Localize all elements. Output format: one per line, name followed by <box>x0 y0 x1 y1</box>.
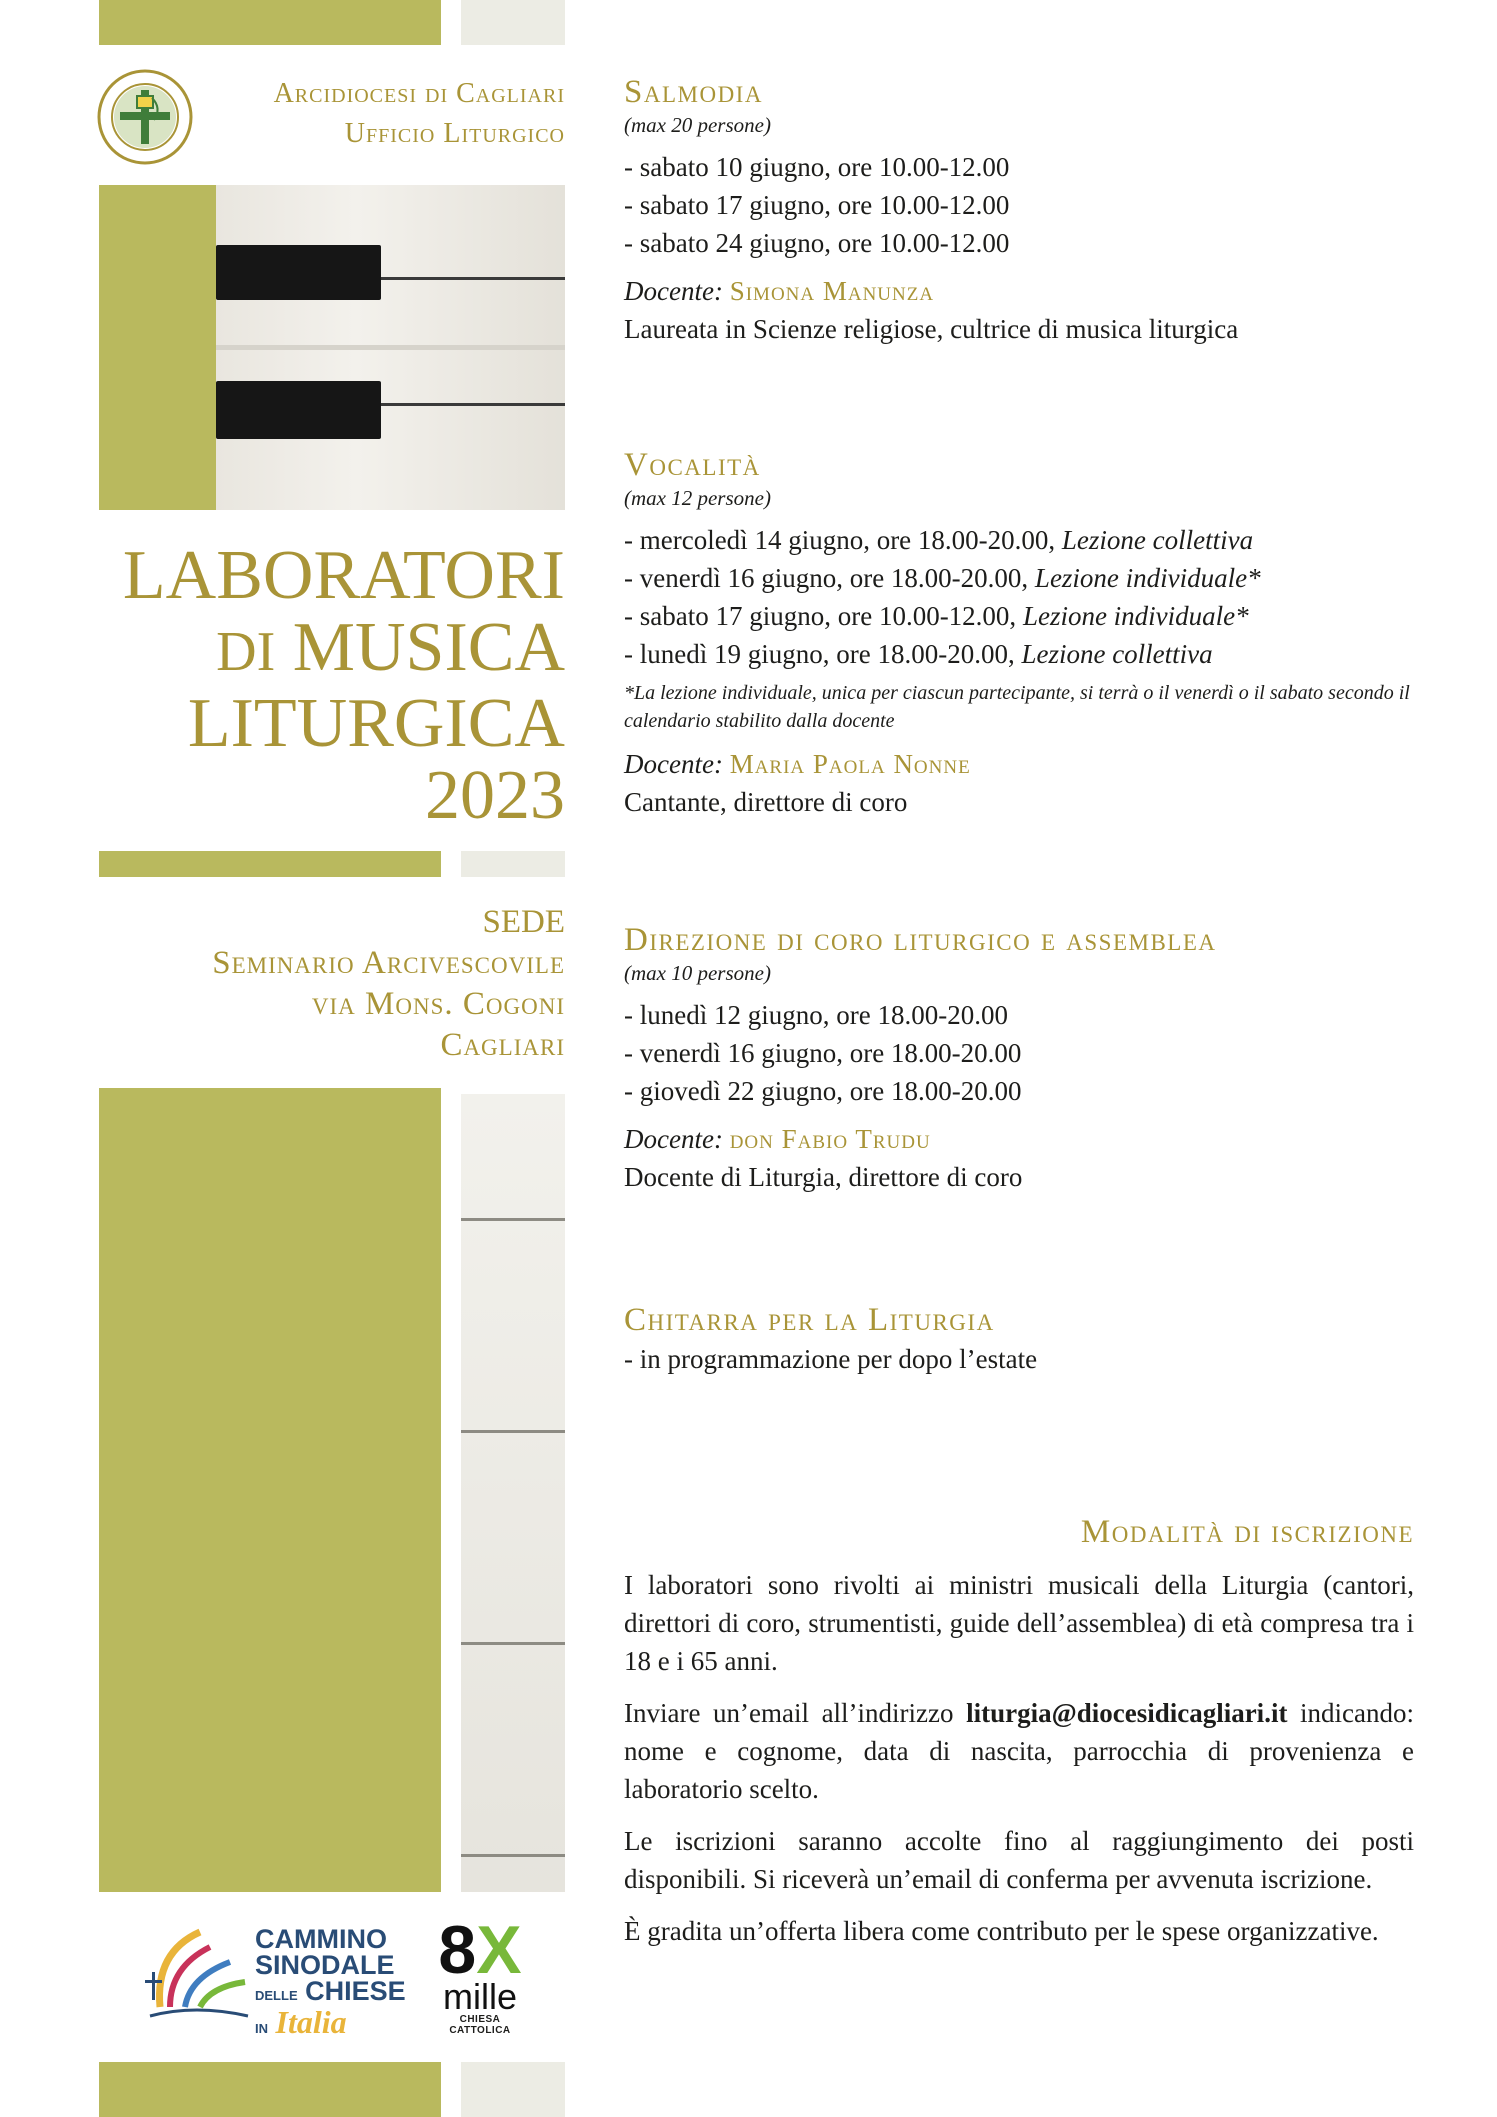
bottom-accent-bar <box>99 2062 441 2117</box>
iscrizione-paragraph-3: Le iscrizioni saranno accolte fino al raggiungimento dei posti disponibili. Si riceverà un’email di conferma per avvenuta iscrizione. <box>624 1826 1414 1894</box>
vocalita-date-4 <box>624 635 1414 673</box>
top-accent-bar <box>99 0 441 45</box>
cammino-word-2: SINODALE <box>255 1950 395 1980</box>
lesson-type: Lezione collettiva <box>1061 525 1254 555</box>
teacher-name: don Fabio Trudu <box>729 1124 931 1154</box>
cammino-word-1: CAMMINO <box>255 1924 387 1954</box>
iscrizione-paragraph-1: I laboratori sono rivolti ai ministri musicali della Liturgia (cantori, direttori di coro, strumentisti, guide dell’assemblea) di età compresa tra i 18 e i 65 anni. <box>624 1570 1414 1676</box>
top-accent-bar-light <box>461 0 565 45</box>
vocalita-max: (max 12 persone) <box>624 486 771 510</box>
cammino-sinodale-wordmark <box>255 1926 406 2042</box>
venue-line-2: via Mons. Cogoni <box>311 986 565 1022</box>
teacher-label: Docente: <box>624 1124 723 1154</box>
title-musica: MUSICA <box>292 609 565 686</box>
salmodia-date-2: - sabato 17 giugno, ore 10.00-12.00 <box>624 190 1010 220</box>
venue-line-3: Cagliari <box>440 1027 565 1063</box>
venue-block <box>70 902 565 1066</box>
direzione-teacher <box>624 1120 1414 1158</box>
salmodia-teacher-desc: Laureata in Scienze religiose, cultrice di musica liturgica <box>624 314 1239 344</box>
iscrizione-paragraph-4: È gradita un’offerta libera come contributo per le spese organizzative. <box>624 1916 1379 1946</box>
8xmille-number <box>430 1912 530 1988</box>
white-keys-image <box>461 1094 565 1892</box>
chitarra-title: Chitarra per la Liturgia <box>624 1302 995 1338</box>
cammino-chiese: CHIESE <box>305 1976 406 2006</box>
cammino-in: IN <box>255 2021 268 2036</box>
title-year: 2023 <box>425 757 565 834</box>
section-direzione <box>624 920 1414 1196</box>
direzione-title: Direzione di coro liturgico e assemblea <box>624 922 1217 958</box>
teacher-label: Docente: <box>624 749 723 779</box>
large-accent-panel <box>99 1088 441 1892</box>
vocalita-title: Vocalità <box>624 447 761 483</box>
8xmille-x-icon: X <box>476 1912 522 1988</box>
white-key-line-3 <box>461 1642 565 1645</box>
8xmille-word: mille <box>442 1976 517 2017</box>
key-edge-line-top <box>381 277 565 280</box>
p2-text-start: Inviare un’email all’indirizzo <box>624 1698 967 1728</box>
chitarra-note: - in programmazione per dopo l’estate <box>624 1344 1038 1374</box>
middle-accent-bar <box>99 851 441 877</box>
lesson-type: Lezione individuale* <box>1034 563 1261 593</box>
title-line-3: LITURGICA <box>187 685 565 762</box>
p2-text-end: indicando: nome e cognome, data di nascita, parrocchia di provenienza e laboratorio scelto. <box>624 1698 1414 1804</box>
vocalita-date-2 <box>624 559 1414 597</box>
organization-name <box>205 74 565 154</box>
white-key-line-1 <box>461 1218 565 1221</box>
piano-keys-image <box>99 185 565 510</box>
teacher-name: Simona Manunza <box>729 276 935 306</box>
org-line-2: Ufficio Liturgico <box>344 118 565 149</box>
salmodia-title: Salmodia <box>624 74 763 110</box>
teacher-name: Maria Paola Nonne <box>729 749 971 779</box>
title-line-1: LABORATORI <box>122 537 565 614</box>
date-text: - mercoledì 14 giugno, ore 18.00-20.00, <box>624 525 1062 555</box>
salmodia-date-3: - sabato 24 giugno, ore 10.00-12.00 <box>624 228 1010 258</box>
key-gap <box>216 345 565 350</box>
section-salmodia <box>624 72 1414 348</box>
vocalita-note: *La lezione individuale, unica per ciascun partecipante, si terrà o il venerdì o il sabato secondo il calendario stabilito dalla docente <box>624 682 1410 732</box>
iscrizione-paragraph-2 <box>624 1694 1414 1808</box>
cammino-sinodale-logo-icon <box>140 1912 255 2032</box>
ufficio-liturgico-seal-icon <box>96 68 194 166</box>
direzione-date-1: - lunedì 12 giugno, ore 18.00-20.00 <box>624 1000 1008 1030</box>
salmodia-max: (max 20 persone) <box>624 113 771 137</box>
middle-accent-bar-light <box>461 851 565 877</box>
vocalita-teacher-desc: Cantante, direttore di coro <box>624 787 908 817</box>
cammino-delle: DELLE <box>255 1988 298 2003</box>
direzione-max: (max 10 persone) <box>624 961 771 985</box>
vocalita-date-1 <box>624 521 1414 559</box>
lesson-type: Lezione collettiva <box>1021 639 1213 669</box>
bottom-accent-bar-light <box>461 2062 565 2117</box>
org-line-1: Arcidiocesi di Cagliari <box>273 78 565 109</box>
white-key-line-2 <box>461 1430 565 1433</box>
date-text: - sabato 17 giugno, ore 10.00-12.00, <box>624 601 1023 631</box>
date-text: - lunedì 19 giugno, ore 18.00-20.00, <box>624 639 1022 669</box>
direzione-date-3: - giovedì 22 giugno, ore 18.00-20.00 <box>624 1076 1022 1106</box>
8xmille-eight: 8 <box>438 1912 477 1988</box>
salmodia-teacher <box>624 272 1414 310</box>
lesson-type: Lezione individuale* <box>1022 601 1249 631</box>
vocalita-date-3 <box>624 597 1414 635</box>
iscrizione-title: Modalità di iscrizione <box>1080 1514 1414 1550</box>
venue-label: SEDE <box>482 904 565 940</box>
sponsor-logos <box>140 1912 570 2042</box>
black-key-top <box>216 245 381 300</box>
salmodia-date-1: - sabato 10 giugno, ore 10.00-12.00 <box>624 152 1010 182</box>
direzione-teacher-desc: Docente di Liturgia, direttore di coro <box>624 1162 1023 1192</box>
section-vocalita <box>624 445 1414 821</box>
vocalita-teacher <box>624 745 1414 783</box>
key-edge-line-bottom <box>381 403 565 406</box>
date-text: - venerdì 16 giugno, ore 18.00-20.00, <box>624 563 1035 593</box>
black-key-bottom <box>216 381 381 439</box>
white-key-line-4 <box>461 1854 565 1857</box>
teacher-label: Docente: <box>624 276 723 306</box>
piano-image-green-band <box>99 185 216 510</box>
cammino-italia: Italia <box>275 2004 347 2040</box>
poster-title <box>70 537 565 834</box>
8xmille-logo <box>430 1912 530 2036</box>
section-chitarra <box>624 1300 1414 1378</box>
title-di: DI <box>216 621 276 683</box>
venue-line-1: Seminario Arcivescovile <box>212 945 565 981</box>
direzione-date-2: - venerdì 16 giugno, ore 18.00-20.00 <box>624 1038 1022 1068</box>
8xmille-subtitle: CHIESA CATTOLICA <box>449 2014 511 2036</box>
section-iscrizione <box>624 1512 1414 1950</box>
title-line-2 <box>70 609 565 688</box>
cammino-word-4 <box>255 2004 406 2042</box>
contact-email-link[interactable]: liturgia@diocesidicagliari.it <box>966 1698 1288 1728</box>
